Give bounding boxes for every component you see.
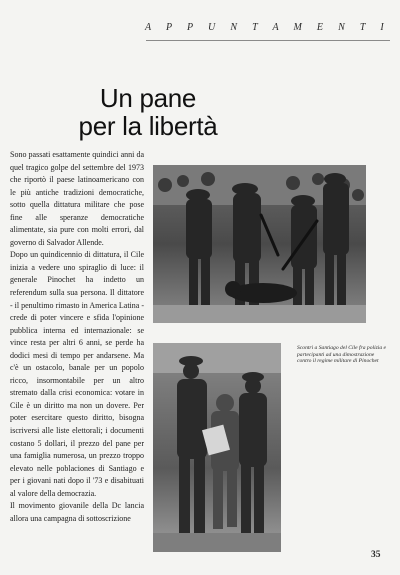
page-number: 35 <box>371 550 381 560</box>
headline-line-2: per la libertà <box>78 111 218 141</box>
section-label: A P P U N T A M E N T I <box>144 22 390 33</box>
photo-police-crowd <box>153 165 366 323</box>
photo-arrest <box>153 343 281 552</box>
header-rule <box>146 40 390 41</box>
headline-line-1: Un pane <box>99 83 197 113</box>
photo-arrest-image <box>153 343 281 552</box>
headline <box>0 84 296 140</box>
photo-police-crowd-image <box>153 165 366 323</box>
article-paragraph-1: Sono passati esattamente quindici anni da quel tragico golpe del settembre del 1973 che riportò il paese latinoamericano con le più antiche tradizioni democratiche, sotto quella dittatura militare che pose fine alle speranze democratiche alimentate, sia pure con molti errori, dal governo di Salvador Allende. <box>10 150 144 247</box>
article-paragraph-3: Il movimento giovanile della Dc lancia allora una campagna di sottoscrizione <box>10 501 144 523</box>
article-body <box>10 149 144 525</box>
article-paragraph-2: Dopo un quindicennio di dittatura, il Cile inizia a vedere uno spiraglio di luce: il generale Pinochet ha indetto un referendum sulla sua persona. Il dittatore - il penultimo rimasto in America Latina - crede di poter vincere e sfida l'opinione pubblica interna ed internazionale: se vince resta per altri 6 anni, se perde ha dodici mesi di tempo per andarsene. Ma c'è un ostacolo, banale per un popolo ricco, insormontabile per un altro stremato dalla crisi economica: votare in Cile è un diritto ma non un dovere. Per poter esercitare questo diritto, bisogna iscriversi alle liste elettorali; i documenti costano 5 dollari, il prezzo del pane per una famiglia numerosa, un prezzo troppo elevato nelle poblaciones di Santiago e per i giovani nati dopo il '73 e disabituati al valore della democrazia. <box>10 250 144 498</box>
photo-caption: Scontri a Santiago del Cile fra polizia e partecipanti ad una dimostrazione contro il regime militare di Pinochet <box>297 345 387 365</box>
